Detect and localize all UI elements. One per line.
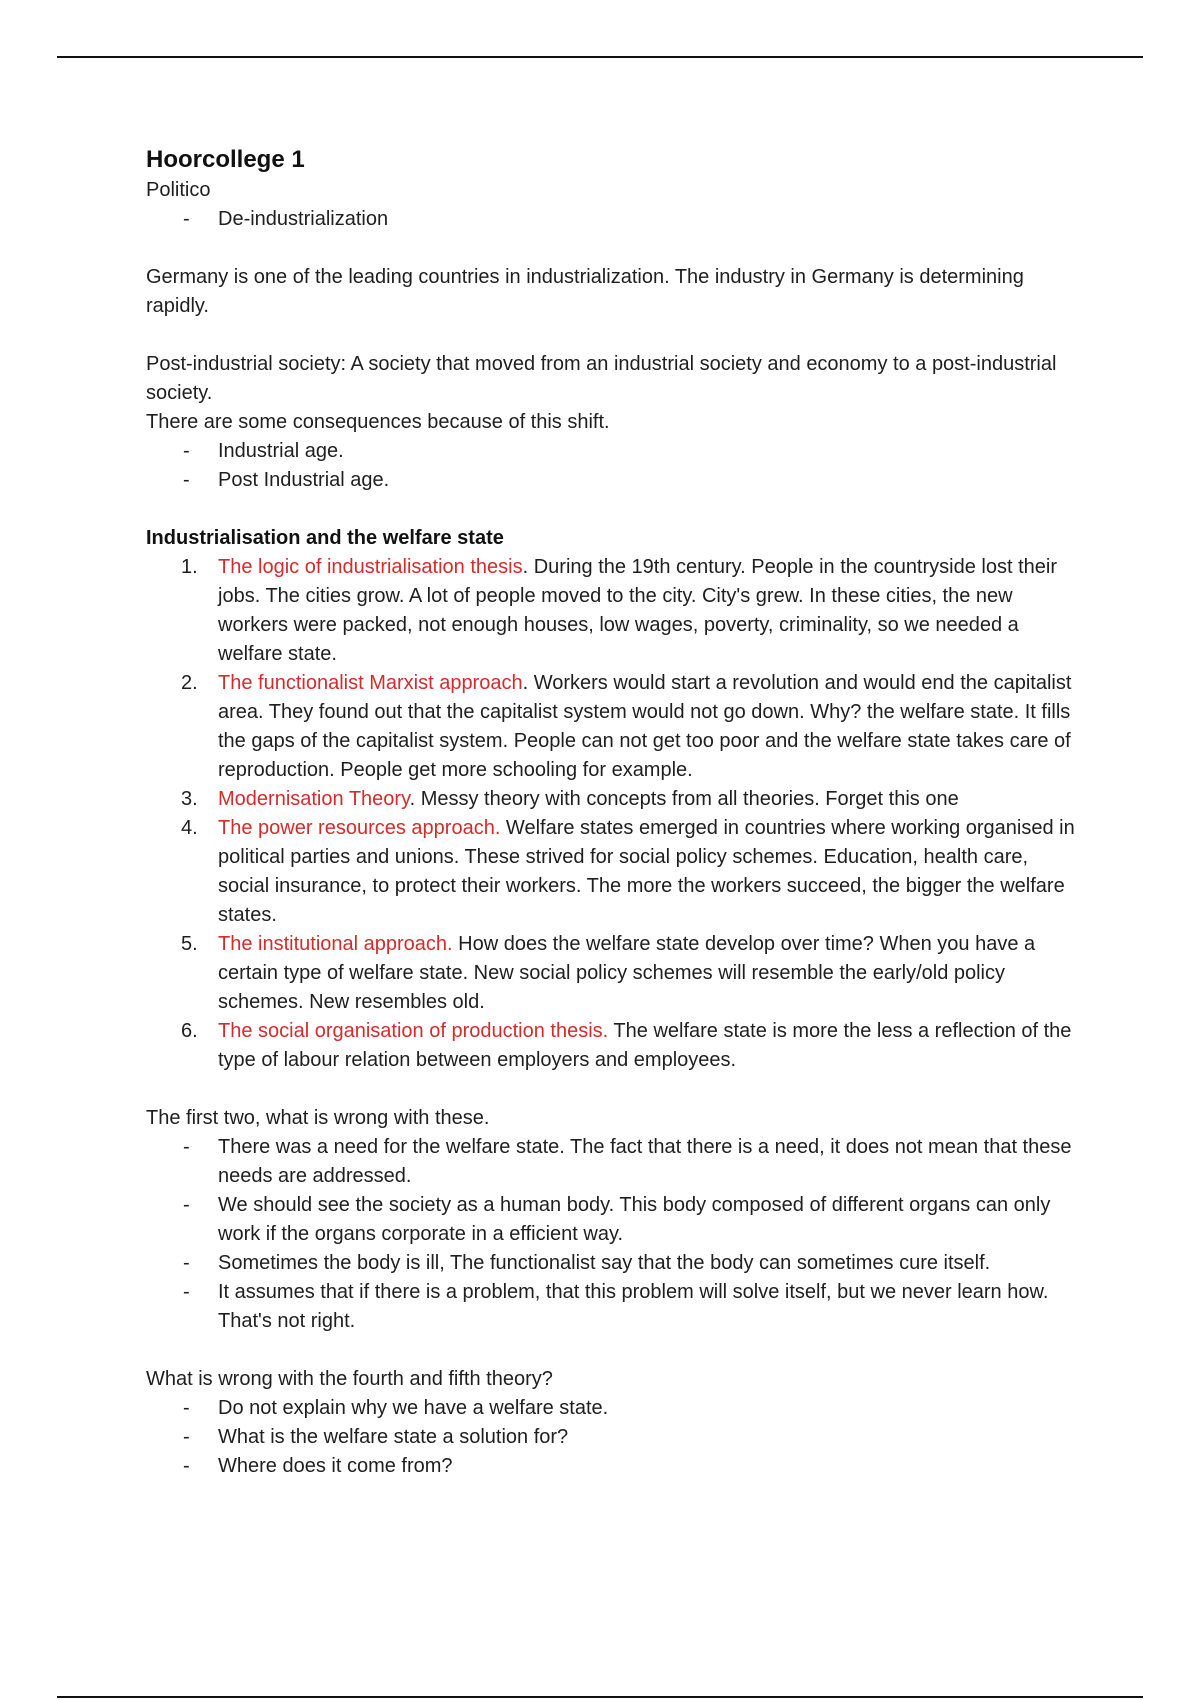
dash-marker: - bbox=[183, 1194, 190, 1216]
theory-name: The power resources approach. bbox=[218, 817, 501, 839]
dash-marker: - bbox=[183, 440, 190, 462]
theory-text: . Messy theory with concepts from all theories. Forget this one bbox=[409, 788, 959, 810]
bottom-rule bbox=[57, 1696, 1143, 1698]
theory-name: The social organisation of production thesis. bbox=[218, 1020, 609, 1042]
theories-list bbox=[146, 553, 1076, 1075]
theory-text: . During the 19th century. People in the countryside lost their jobs. The cities grow. A lot of people moved to the city. City's grew. In these cities, the new workers were packed, not enough houses, low wages, poverty, criminality, so we needed a welfare state. bbox=[218, 556, 1057, 665]
list-item-text: What is the welfare state a solution for? bbox=[218, 1426, 569, 1448]
list-number: 4. bbox=[181, 817, 198, 839]
list-item-text: Do not explain why we have a welfare state. bbox=[218, 1397, 609, 1419]
theory-name: Modernisation Theory bbox=[218, 788, 410, 810]
dash-marker: - bbox=[183, 1426, 190, 1448]
list-item-text: Sometimes the body is ill, The functionalist say that the body can sometimes cure itself. bbox=[218, 1252, 991, 1274]
page-title: Hoorcollege 1 bbox=[146, 146, 305, 173]
list-item bbox=[146, 1394, 1076, 1423]
list-item bbox=[146, 205, 1076, 234]
theory-text: How does the welfare state develop over time? When you have a certain type of welfare state. New social policy schemes will resemble the early/old policy schemes. New resembles old. bbox=[218, 933, 1036, 1013]
first-two-list bbox=[146, 1133, 1076, 1336]
course-label: Politico bbox=[146, 179, 211, 201]
list-item-text: Where does it come from? bbox=[218, 1455, 453, 1477]
theory-name: The functionalist Marxist approach bbox=[218, 672, 523, 694]
list-item bbox=[146, 466, 1076, 495]
theory-name: The logic of industrialisation thesis bbox=[218, 556, 523, 578]
course-bullet-list bbox=[146, 205, 1076, 234]
list-item bbox=[146, 437, 1076, 466]
consequences-paragraph: There are some consequences because of this shift. bbox=[146, 411, 610, 433]
dash-marker: - bbox=[183, 469, 190, 491]
post-industrial-paragraph: Post-industrial society: A society that moved from an industrial society and economy to a post-industrial society. bbox=[146, 353, 1057, 404]
list-item bbox=[146, 1278, 1076, 1336]
list-number: 1. bbox=[181, 556, 198, 578]
theory-item bbox=[146, 785, 1076, 814]
list-item bbox=[146, 1249, 1076, 1278]
document-body bbox=[146, 144, 1076, 1481]
list-item-text: There was a need for the welfare state. The fact that there is a need, it does not mean that these needs are addressed. bbox=[218, 1136, 1072, 1187]
section-heading: Industrialisation and the welfare state bbox=[146, 527, 504, 549]
first-two-intro: The first two, what is wrong with these. bbox=[146, 1107, 490, 1129]
theory-item bbox=[146, 553, 1076, 669]
ages-list bbox=[146, 437, 1076, 495]
list-number: 2. bbox=[181, 672, 198, 694]
list-item-text: Industrial age. bbox=[218, 440, 344, 462]
top-rule bbox=[57, 56, 1143, 58]
fourth-fifth-list bbox=[146, 1394, 1076, 1481]
theory-item bbox=[146, 930, 1076, 1017]
list-number: 5. bbox=[181, 933, 198, 955]
dash-marker: - bbox=[183, 208, 190, 230]
theory-item bbox=[146, 1017, 1076, 1075]
list-item bbox=[146, 1452, 1076, 1481]
dash-marker: - bbox=[183, 1397, 190, 1419]
dash-marker: - bbox=[183, 1252, 190, 1274]
list-item-text: It assumes that if there is a problem, that this problem will solve itself, but we never learn how. That's not right. bbox=[218, 1281, 1049, 1332]
theory-text: The welfare state is more the less a reflection of the type of labour relation between employers and employees. bbox=[218, 1020, 1072, 1071]
list-item bbox=[146, 1423, 1076, 1452]
dash-marker: - bbox=[183, 1281, 190, 1303]
theory-text: . Workers would start a revolution and would end the capitalist area. They found out that the capitalist system would not go down. Why? the welfare state. It fills the gaps of the capitalist system. People can not get too poor and the welfare state takes care of reproduction. People get more schooling for example. bbox=[218, 672, 1072, 781]
fourth-fifth-intro: What is wrong with the fourth and fifth theory? bbox=[146, 1368, 553, 1390]
list-item bbox=[146, 1133, 1076, 1191]
list-item-text: We should see the society as a human body. This body composed of different organs can only work if the organs corporate in a efficient way. bbox=[218, 1194, 1051, 1245]
list-item bbox=[146, 1191, 1076, 1249]
theory-name: The institutional approach. bbox=[218, 933, 453, 955]
list-number: 6. bbox=[181, 1020, 198, 1042]
theory-item bbox=[146, 814, 1076, 930]
list-number: 3. bbox=[181, 788, 198, 810]
theory-item bbox=[146, 669, 1076, 785]
list-item-text: Post Industrial age. bbox=[218, 469, 390, 491]
dash-marker: - bbox=[183, 1136, 190, 1158]
germany-paragraph: Germany is one of the leading countries in industrialization. The industry in Germany is determining rapidly. bbox=[146, 266, 1024, 317]
theory-text: Welfare states emerged in countries where working organised in political parties and unions. These strived for social policy schemes. Education, health care, social insurance, to protect their workers. The more the workers succeed, the bigger the welfare states. bbox=[218, 817, 1075, 926]
list-item-text: De-industrialization bbox=[218, 208, 389, 230]
dash-marker: - bbox=[183, 1455, 190, 1477]
